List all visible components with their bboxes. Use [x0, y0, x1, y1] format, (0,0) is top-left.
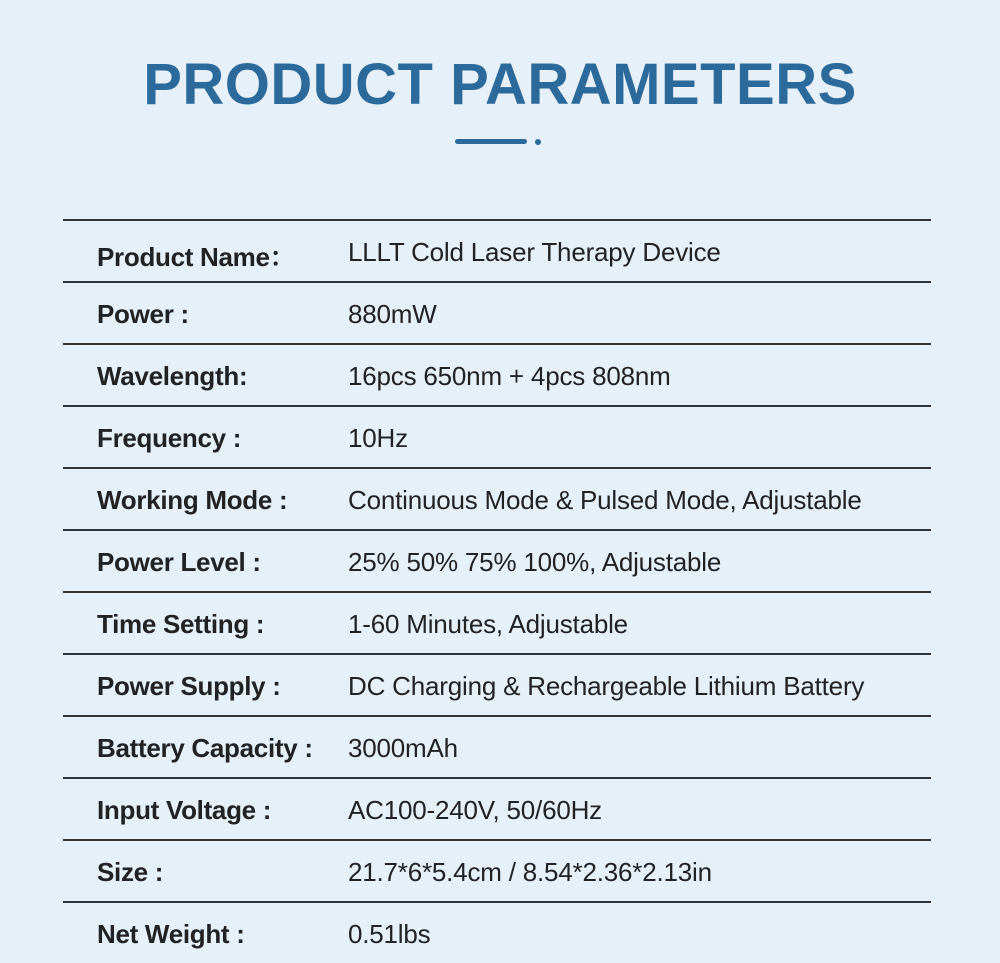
parameter-value: LLLT Cold Laser Therapy Device [348, 237, 721, 267]
parameter-label: Working Mode : [97, 485, 288, 515]
parameter-row-size [63, 839, 931, 901]
parameter-label: Size : [97, 857, 164, 887]
parameter-row-power-level [63, 529, 931, 591]
parameter-label: Frequency : [97, 423, 242, 453]
parameter-value: AC100-240V, 50/60Hz [348, 795, 602, 825]
parameter-value: 21.7*6*5.4cm / 8.54*2.36*2.13in [348, 857, 712, 887]
parameter-value: DC Charging & Rechargeable Lithium Battery [348, 671, 865, 701]
parameter-value: Continuous Mode & Pulsed Mode, Adjustable [348, 485, 862, 515]
parameter-label: Battery Capacity : [97, 733, 313, 763]
parameters-table [63, 219, 931, 963]
parameter-row-input-voltage [63, 777, 931, 839]
parameter-label: Wavelength: [97, 361, 248, 391]
parameter-row-power [63, 281, 931, 343]
parameter-label: Power Supply : [97, 671, 281, 701]
parameter-label: Net Weight : [97, 919, 245, 949]
parameter-value: 0.51lbs [348, 919, 431, 949]
parameter-row-wavelength [63, 343, 931, 405]
page-title: PRODUCT PARAMETERS [143, 52, 857, 117]
parameter-row-time-setting [63, 591, 931, 653]
parameter-row-working-mode [63, 467, 931, 529]
parameter-row-battery-capacity [63, 715, 931, 777]
title-underline [455, 139, 527, 144]
parameter-label: Input Voltage : [97, 795, 272, 825]
parameter-row-net-weight [63, 901, 931, 963]
parameter-label: Time Setting : [97, 609, 265, 639]
parameter-label: Power : [97, 299, 189, 329]
parameter-value: 1-60 Minutes, Adjustable [348, 609, 628, 639]
parameter-label: Product Name： [97, 242, 296, 272]
parameter-value: 10Hz [348, 423, 408, 453]
title-underline-dot [535, 139, 541, 145]
parameter-value: 16pcs 650nm + 4pcs 808nm [348, 361, 671, 391]
parameter-row-power-supply [63, 653, 931, 715]
parameter-row-frequency [63, 405, 931, 467]
parameter-value: 3000mAh [348, 733, 458, 763]
parameter-value: 880mW [348, 299, 437, 329]
parameter-row-product-name [63, 219, 931, 281]
parameter-label: Power Level : [97, 547, 261, 577]
parameter-value: 25% 50% 75% 100%, Adjustable [348, 547, 722, 577]
